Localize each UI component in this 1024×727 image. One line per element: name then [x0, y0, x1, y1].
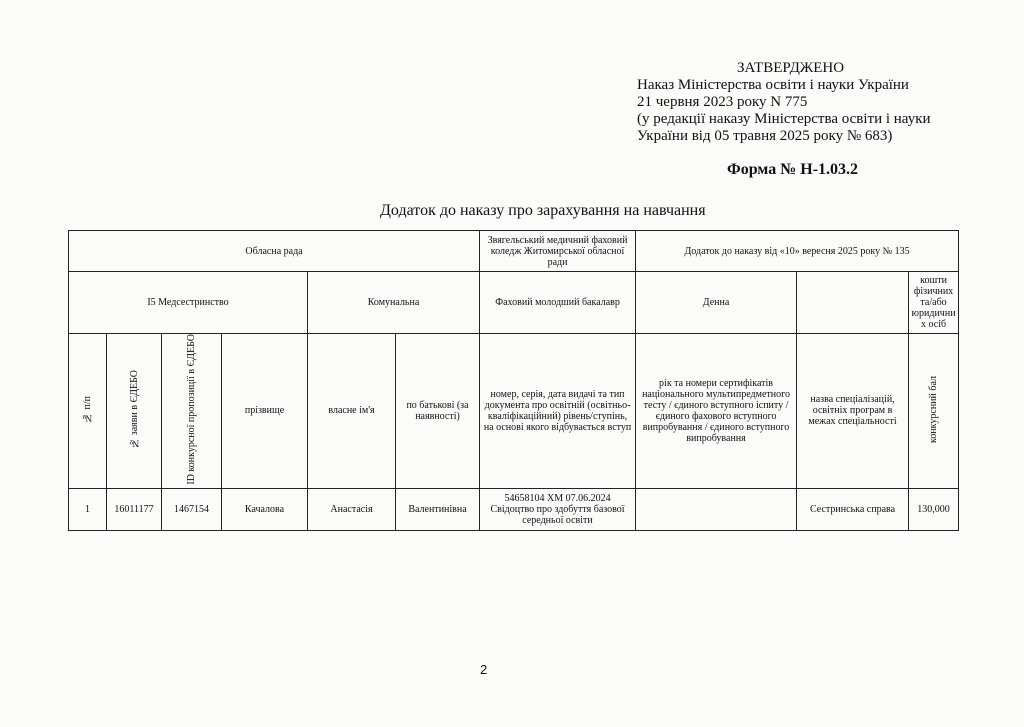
approval-line-2: 21 червня 2023 року N 775 — [637, 94, 808, 110]
approval-line-1: Наказ Міністерства освіти і науки України — [637, 77, 909, 93]
enrollment-table — [68, 230, 959, 531]
approval-line-3: (у редакції наказу Міністерства освіти і науки — [637, 111, 931, 127]
table-row-column-headers — [69, 334, 959, 489]
study-form-cell: Денна — [636, 272, 797, 334]
header-first-name: власне ім'я — [308, 334, 396, 489]
approval-block — [637, 60, 967, 145]
cell-surname: Качалова — [222, 488, 308, 530]
cell-num: 1 — [69, 488, 107, 530]
header-surname: прізвище — [222, 334, 308, 489]
document-title: Додаток до наказу про зарахування на навчання — [380, 202, 706, 219]
funding-cell: кошти фізичних та/або юридични х осіб — [909, 272, 959, 334]
table-row — [69, 488, 959, 530]
cell-offer-id: 1467154 — [162, 488, 222, 530]
cell-specialization: Сестринська справа — [797, 488, 909, 530]
form-number: Форма № Н-1.03.2 — [727, 161, 859, 178]
cell-score: 130,000 — [909, 488, 959, 530]
degree-cell: Фаховий молодший бакалавр — [480, 272, 636, 334]
cell-patronymic: Валентинівна — [396, 488, 480, 530]
approval-heading: ЗАТВЕРДЖЕНО — [737, 60, 845, 76]
council-cell: Обласна рада — [69, 231, 480, 272]
header-patronymic: по батькові (за наявності) — [396, 334, 480, 489]
specialty-cell: І5 Медсестринство — [69, 272, 308, 334]
ownership-cell: Комунальна — [308, 272, 480, 334]
page-number: 2 — [480, 662, 488, 677]
cell-first-name: Анастасія — [308, 488, 396, 530]
header-specialization: назва спеціалізацій, освітніх програм в межах спеціальності — [797, 334, 909, 489]
header-certificates: рік та номери сертифікатів національного мультипредметного тесту / єдиного вступного іспиту / єдиного фахового вступного випробування / єдиного вступного випробування — [636, 334, 797, 489]
table-row-header-1 — [69, 231, 959, 272]
empty-cell — [797, 272, 909, 334]
header-score: конкурсний бал — [909, 334, 959, 489]
college-cell: Звягельський медичний фаховий коледж Житомирської обласної ради — [480, 231, 636, 272]
cell-document: 54658104 ХМ 07.06.2024 Свідоцтво про здобуття базової середньої освіти — [480, 488, 636, 530]
cell-application: 16011177 — [107, 488, 162, 530]
table-row-header-2 — [69, 272, 959, 334]
approval-line-4: України від 05 травня 2025 року № 683) — [637, 128, 893, 144]
header-document: номер, серія, дата видачі та тип документа про освітній (освітньо-кваліфікаційний) рівень/ступінь, на основі якого відбувається вступ — [480, 334, 636, 489]
header-application: № заяви в ЄДЕБО — [107, 334, 162, 489]
cell-certificates — [636, 488, 797, 530]
order-cell: Додаток до наказу від «10» вересня 2025 року № 135 — [636, 231, 959, 272]
header-offer-id: ID конкурсної пропозиції в ЄДЕБО — [162, 334, 222, 489]
header-num: № п/п — [69, 334, 107, 489]
